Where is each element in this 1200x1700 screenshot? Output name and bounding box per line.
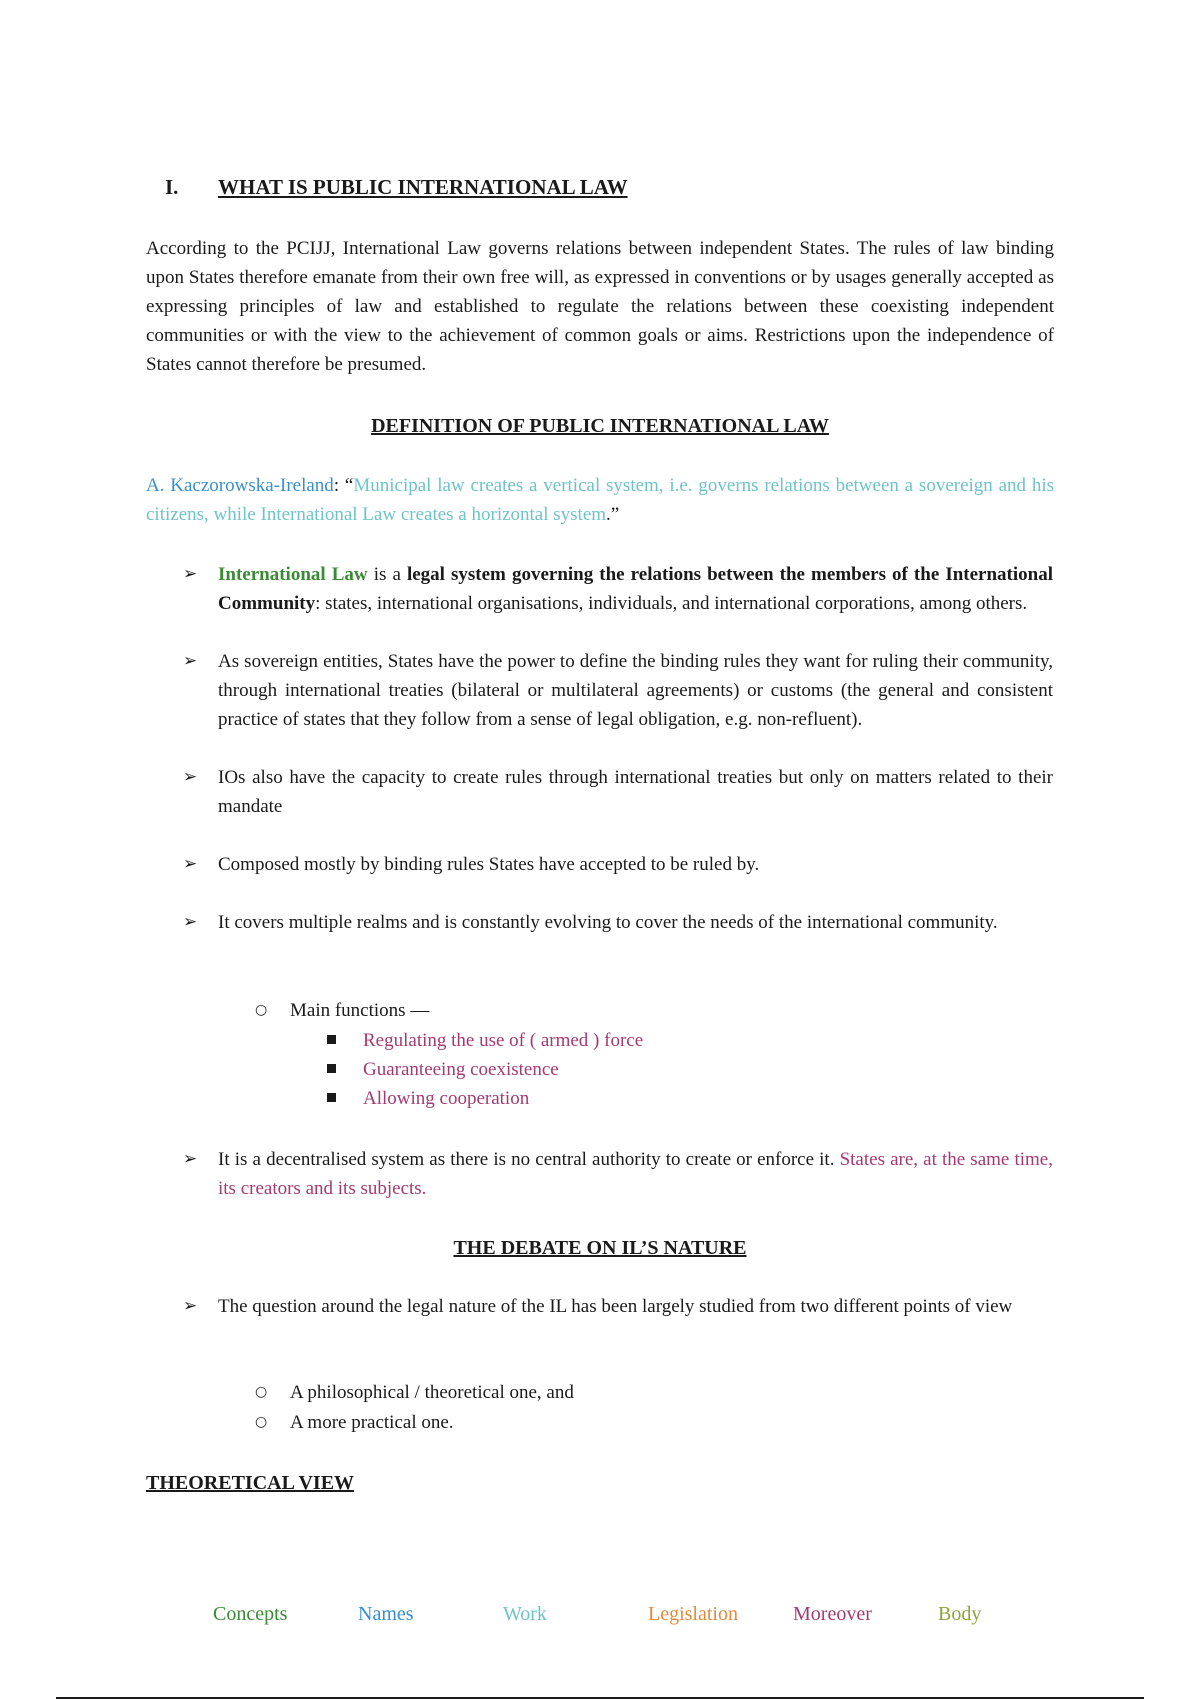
- page-bottom-rule: [56, 1697, 1144, 1699]
- bullet-item: [183, 763, 1053, 821]
- functions-item: [255, 996, 955, 1025]
- bullet-text: As sovereign entities, States have the power to define the binding rules they want for ruling their community, through international treaties (bilateral or multilateral agreements) or customs (the general and consistent practice of states that they follow from a sense of legal obligation, e.g. non-refluent).: [218, 651, 1053, 730]
- quote-text: Municipal law creates a vertical system, i.e. governs relations between a sovereign and his citizens, while International Law creates a horizontal system: [146, 475, 1055, 525]
- section-title: WHAT IS PUBLIC INTERNATIONAL LAW: [218, 175, 628, 199]
- function-item: [327, 1026, 927, 1055]
- circle-bullet-icon: ○: [255, 1002, 268, 1018]
- arrow-bullet-icon: ➢: [183, 854, 198, 874]
- theoretical-heading: THEORETICAL VIEW: [146, 1472, 355, 1494]
- arrow-bullet-icon: ➢: [183, 564, 198, 584]
- debate-heading: THE DEBATE ON IL’S NATURE: [453, 1237, 747, 1259]
- arrow-bullet-icon: ➢: [183, 651, 198, 671]
- bullet-text: It is a decentralised system as there is no central authority to create or enforce it.: [218, 1149, 840, 1170]
- bullet-item: [183, 908, 1053, 937]
- arrow-bullet-icon: ➢: [183, 912, 198, 932]
- bullet-item: [183, 560, 1053, 618]
- legend-work: Work: [503, 1603, 547, 1625]
- functions-label: Main functions —: [290, 1000, 430, 1021]
- bullet-text: The question around the legal nature of the IL has been largely studied from two different points of view: [218, 1296, 1013, 1317]
- definition-heading: DEFINITION OF PUBLIC INTERNATIONAL LAW: [371, 415, 829, 437]
- color-legend: [0, 1600, 1200, 1630]
- section-number: I.: [165, 175, 179, 199]
- legend-moreover: Moreover: [793, 1603, 872, 1625]
- function-text: Allowing cooperation: [363, 1088, 530, 1109]
- quote-end: .”: [606, 504, 620, 525]
- circle-bullet-icon: ○: [255, 1414, 268, 1430]
- intro-paragraph: According to the PCIJJ, International Law governs relations between independent States. The rules of law binding upon States therefore emanate from their own free will, as expressed in conventions or by usages generally accepted as expressing principles of law and established to regulate the relations between these coexisting independent communities or with the view to the achievement of common goals or aims. Restrictions upon the independence of States cannot therefore be presumed.: [146, 238, 1054, 375]
- function-item: [327, 1084, 927, 1113]
- legend-names: Names: [358, 1603, 414, 1625]
- square-bullet-icon: [327, 1064, 336, 1073]
- bullet-highlight: States are, at the same time, its creators and its subjects.: [218, 1149, 1053, 1199]
- function-item: [327, 1055, 927, 1084]
- bullet-item: [183, 1145, 1053, 1203]
- bullet-text: IOs also have the capacity to create rules through international treaties but only on matters related to their mandate: [218, 767, 1053, 817]
- view-text: A philosophical / theoretical one, and: [290, 1382, 574, 1403]
- legend-body: Body: [938, 1603, 982, 1625]
- bullet-item: [183, 850, 1053, 879]
- quote-paragraph: [146, 471, 1054, 529]
- view-text: A more practical one.: [290, 1412, 454, 1433]
- bullet-text: is a: [367, 564, 407, 585]
- square-bullet-icon: [327, 1093, 336, 1102]
- view-item: [255, 1408, 955, 1437]
- quote-separator: : “: [333, 475, 354, 496]
- bullet-item: [183, 647, 1053, 734]
- bullet-text: It covers multiple realms and is constantly evolving to cover the needs of the international community.: [218, 912, 998, 933]
- bullet-text: : states, international organisations, individuals, and international corporations, among others.: [315, 593, 1028, 614]
- bullet-item: [183, 1292, 1053, 1321]
- square-bullet-icon: [327, 1035, 336, 1044]
- arrow-bullet-icon: ➢: [183, 767, 198, 787]
- arrow-bullet-icon: ➢: [183, 1149, 198, 1169]
- circle-bullet-icon: ○: [255, 1384, 268, 1400]
- view-item: [255, 1378, 955, 1407]
- function-text: Regulating the use of ( armed ) force: [363, 1030, 644, 1051]
- quote-author: A. Kaczorowska-Ireland: [146, 475, 334, 496]
- bullet-text: Composed mostly by binding rules States have accepted to be ruled by.: [218, 854, 760, 875]
- function-text: Guaranteeing coexistence: [363, 1059, 559, 1080]
- legend-legislation: Legislation: [648, 1603, 738, 1625]
- bullet-bold: legal system governing the relations between the members of the International Community: [218, 564, 1053, 614]
- legend-concepts: Concepts: [213, 1603, 288, 1625]
- arrow-bullet-icon: ➢: [183, 1296, 198, 1316]
- bullet-term: International Law: [218, 564, 368, 585]
